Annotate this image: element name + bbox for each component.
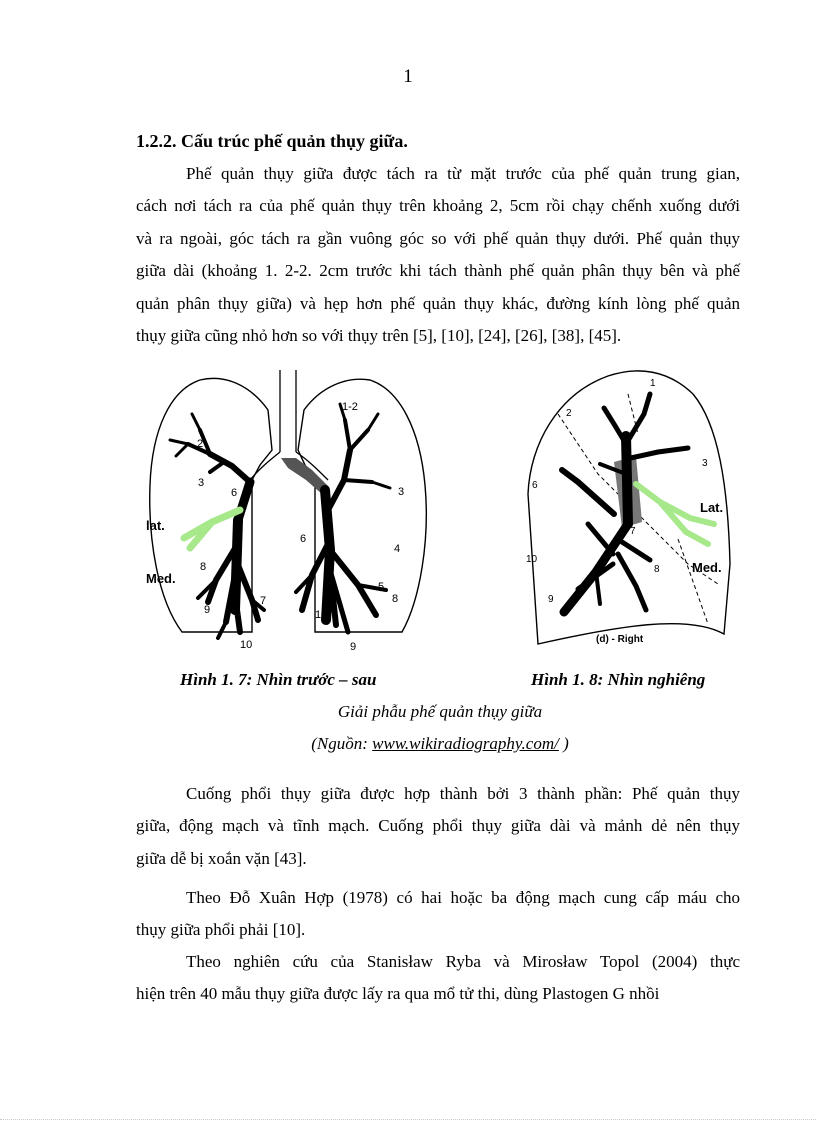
lateral-label: Lat. [700, 500, 724, 515]
segment-label: 10 [526, 554, 538, 565]
segment-label: 7 [630, 526, 636, 537]
segment-label: 8 [654, 564, 660, 575]
segment-label: 2 [197, 438, 204, 450]
segment-label: 7 [260, 595, 267, 607]
segment-label: 9 [548, 594, 554, 605]
paragraph-line: giữa, động mạch và tĩnh mạch. Cuống phổi thụy giữa dài và mảnh dẻ nên thụy [136, 816, 740, 836]
paragraph-line: Theo nghiên cứu của Stanisław Ryba và Mirosław Topol (2004) thực [186, 952, 740, 971]
page-number: 1 [403, 66, 413, 87]
segment-label: 10 [315, 609, 328, 621]
segment-label: 2 [566, 408, 572, 419]
paragraph-3 [136, 882, 740, 947]
figure-caption-right: Hình 1. 8: Nhìn nghiêng [531, 670, 706, 689]
paragraph-1 [136, 158, 740, 352]
medial-label: Med. [692, 560, 722, 575]
segment-label: 8 [392, 593, 399, 605]
segment-label: 3 [198, 477, 205, 489]
paragraph-line: thụy giữa cũng nhỏ hơn so với thụy trên [5], [10], [24], [26], [38], [45]. [136, 326, 622, 346]
paragraph-4 [136, 946, 740, 1011]
segment-label: 4 [394, 543, 401, 555]
segment-label: 5 [378, 581, 385, 593]
paragraph-line: cách nơi tách ra của phế quản thụy trên khoảng 2, 5cm rồi chạy chếnh xuống dưới [136, 196, 740, 216]
source-suffix: ) [558, 734, 569, 753]
view-label: (d) - Right [596, 634, 644, 645]
segment-label: 10 [240, 639, 253, 651]
bronchial-tree-lateral-diagram [518, 364, 738, 660]
lateral-label: lat. [146, 518, 165, 533]
figure-caption-left: Hình 1. 7: Nhìn trước – sau [180, 670, 377, 689]
segment-label: 8 [200, 561, 207, 573]
segment-label: 9 [204, 604, 211, 616]
paragraph-line: giữa dài (khoảng 1. 2-2. 2cm trước khi tách thành phế quản phân thụy bên và phế [136, 261, 740, 281]
section-heading: 1.2.2. Cấu trúc phế quản thụy giữa. [136, 131, 408, 151]
paragraph-line: Theo Đỗ Xuân Hợp (1978) có hai hoặc ba động mạch cung cấp máu cho [186, 888, 740, 907]
paragraph-line: Cuống phổi thụy giữa được hợp thành bởi 3 thành phần: Phế quản thụy [186, 784, 740, 803]
segment-label: 6 [231, 487, 238, 499]
segment-label: 3 [398, 486, 405, 498]
medial-label: Med. [146, 571, 176, 586]
segment-label: 1 [650, 378, 656, 389]
segment-label: 6 [300, 533, 307, 545]
segment-label: 9 [350, 641, 357, 653]
source-link[interactable]: www.wikiradiography.com/ [372, 734, 559, 753]
paragraph-line: Phế quản thụy giữa được tách ra từ mặt trước của phế quản trung gian, [186, 164, 740, 183]
bronchial-tree-frontal-diagram [140, 370, 445, 660]
segment-label: 1-2 [342, 401, 358, 413]
source-prefix: (Nguồn: [311, 734, 373, 753]
figure-source [0, 734, 816, 754]
page-bottom-rule [0, 1119, 816, 1120]
figure-title: Giải phẫu phế quản thụy giữa [337, 702, 543, 721]
paragraph-2 [136, 778, 740, 875]
paragraph-line: giữa dễ bị xoắn vặn [43]. [136, 848, 307, 868]
paragraph-line: thụy giữa phổi phải [10]. [136, 920, 306, 940]
segment-label: 6 [532, 480, 538, 491]
paragraph-line: hiện trên 40 mẫu thụy giữa được lấy ra qua mổ tử thi, dùng Plastogen G nhồi [136, 984, 660, 1004]
paragraph-line: và ra ngoài, góc tách ra gần vuông góc so với phế quản thụy dưới. Phế quản thụy [136, 228, 740, 248]
segment-label: 3 [702, 458, 708, 469]
paragraph-line: quản phân thụy giữa) và hẹp hơn phế quản thụy khác, đường kính lòng phế quản [136, 293, 740, 313]
